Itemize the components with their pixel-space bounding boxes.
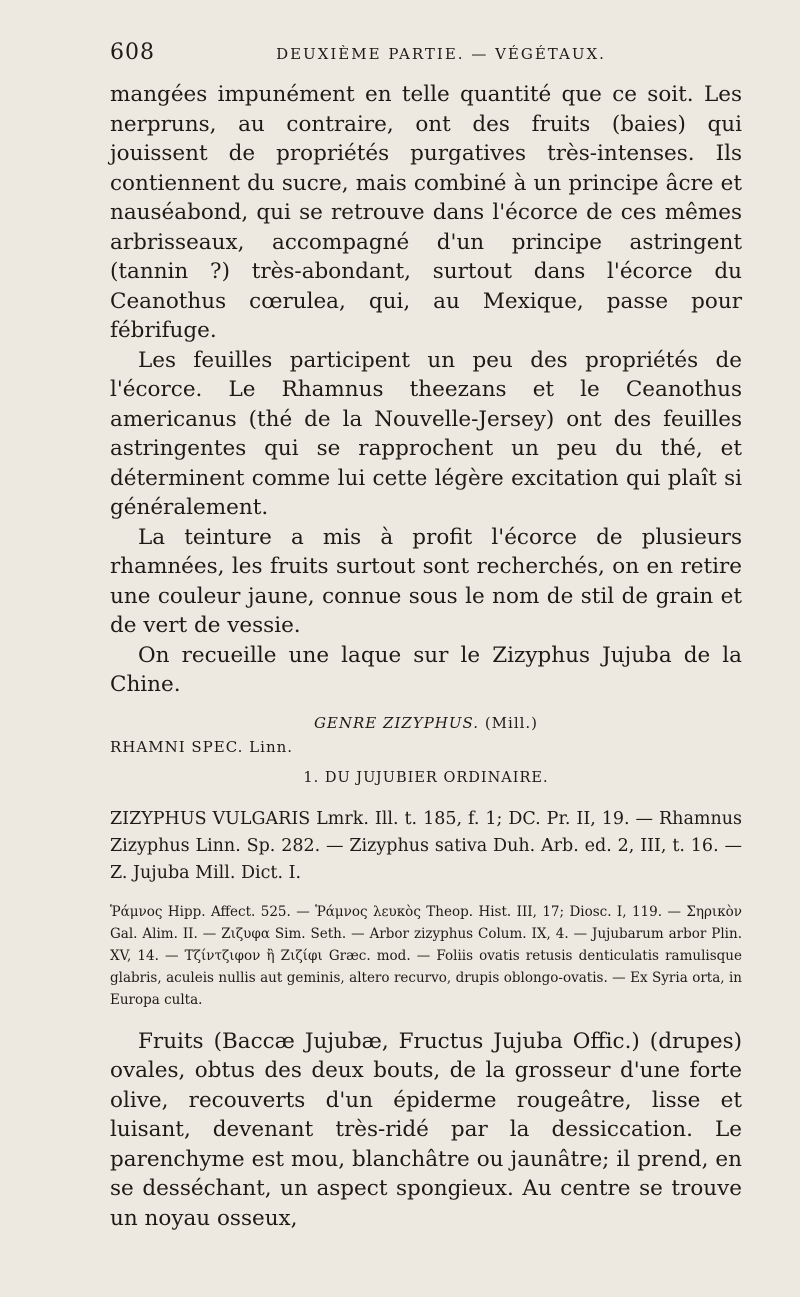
historical-names-note: Ῥάμνος Hipp. Affect. 525. — Ῥάμνος λευκὸς Theop. Hist. III, 17; Diosc. I, 119. — Σηρικὸν Gal. Alim. II. — Ζιζυφα Sim. Seth. — Arbor zizyphus Colum. IX, 4. — Jujubarum arbor Plin. XV, 14. — Τζίντζιφον ἢ Ζιζίφι Græc. mod. — Foliis ovatis retusis denticulatis ramulisque glabris, aculeis nullis aut geminis, altero recurvo, drupis oblongo-ovatis. — Ex Syria orta, in Europa culta. bbox=[110, 903, 742, 1008]
running-head: DEUXIÈME PARTIE. — VÉGÉTAUX. bbox=[276, 45, 606, 63]
genus-heading bbox=[110, 714, 742, 732]
genus-synonym: RHAMNI SPEC. Linn. bbox=[110, 737, 294, 756]
page-header bbox=[110, 40, 742, 80]
paragraph-nerpruns: mangées impunément en telle quantité que ce soit. Les nerpruns, au contraire, ont des fruits (baies) qui jouissent de propriétés purgatives très-intenses. Ils contiennent du sucre, mais combiné à un principe âcre et nauséabond, qui se retrouve dans l'écorce de ces mêmes arbrisseaux, accompagné d'un principe astringent (tannin ?) très-abondant, surtout dans l'écorce du Ceanothus cœrulea, qui, au Mexique, passe pour fébrifuge. bbox=[110, 82, 742, 343]
paragraph-laque: On recueille une laque sur le Zizyphus Jujuba de la Chine. bbox=[110, 642, 742, 697]
synonymy-block: ZIZYPHUS VULGARIS Lmrk. Ill. t. 185, f. 1; DC. Pr. II, 19. — Rhamnus Zizyphus Linn. Sp. 282. — Zizyphus sativa Duh. Arb. ed. 2, III, t. 16. — Z. Jujuba Mill. Dict. I. bbox=[110, 808, 742, 883]
genus-author: (Mill.) bbox=[484, 713, 539, 732]
paragraph-feuilles: Les feuilles participent un peu des propriétés de l'écorce. Le Rhamnus theezans et le Ceanothus americanus (thé de la Nouvelle-Jersey) ont des feuilles astringentes qui se rapprochent un peu du thé, et déterminent comme lui cette légère excitation qui plaît si généralement. bbox=[110, 347, 742, 520]
paragraph-teinture: La teinture a mis à profit l'écorce de plusieurs rhamnées, les fruits surtout sont recherchés, on en retire une couleur jaune, connue sous le nom de stil de grain et de vert de vessie. bbox=[110, 524, 742, 638]
page-number: 608 bbox=[110, 40, 155, 65]
genus-title: GENRE ZIZYPHUS. bbox=[313, 713, 480, 732]
book-page bbox=[110, 40, 742, 1233]
paragraph-fruits: Fruits (Baccæ Jujubæ, Fructus Jujuba Offic.) (drupes) ovales, obtus des deux bouts, de la grosseur d'une forte olive, recouverts d'un épiderme rougeâtre, lisse et luisant, devenant très-ridé par la dessiccation. Le parenchyme est mou, blanchâtre ou jaunâtre; il prend, en se desséchant, un aspect spongieux. Au centre se trouve un noyau osseux, bbox=[110, 1028, 742, 1231]
species-heading: 1. DU JUJUBIER ORDINAIRE. bbox=[303, 769, 549, 786]
